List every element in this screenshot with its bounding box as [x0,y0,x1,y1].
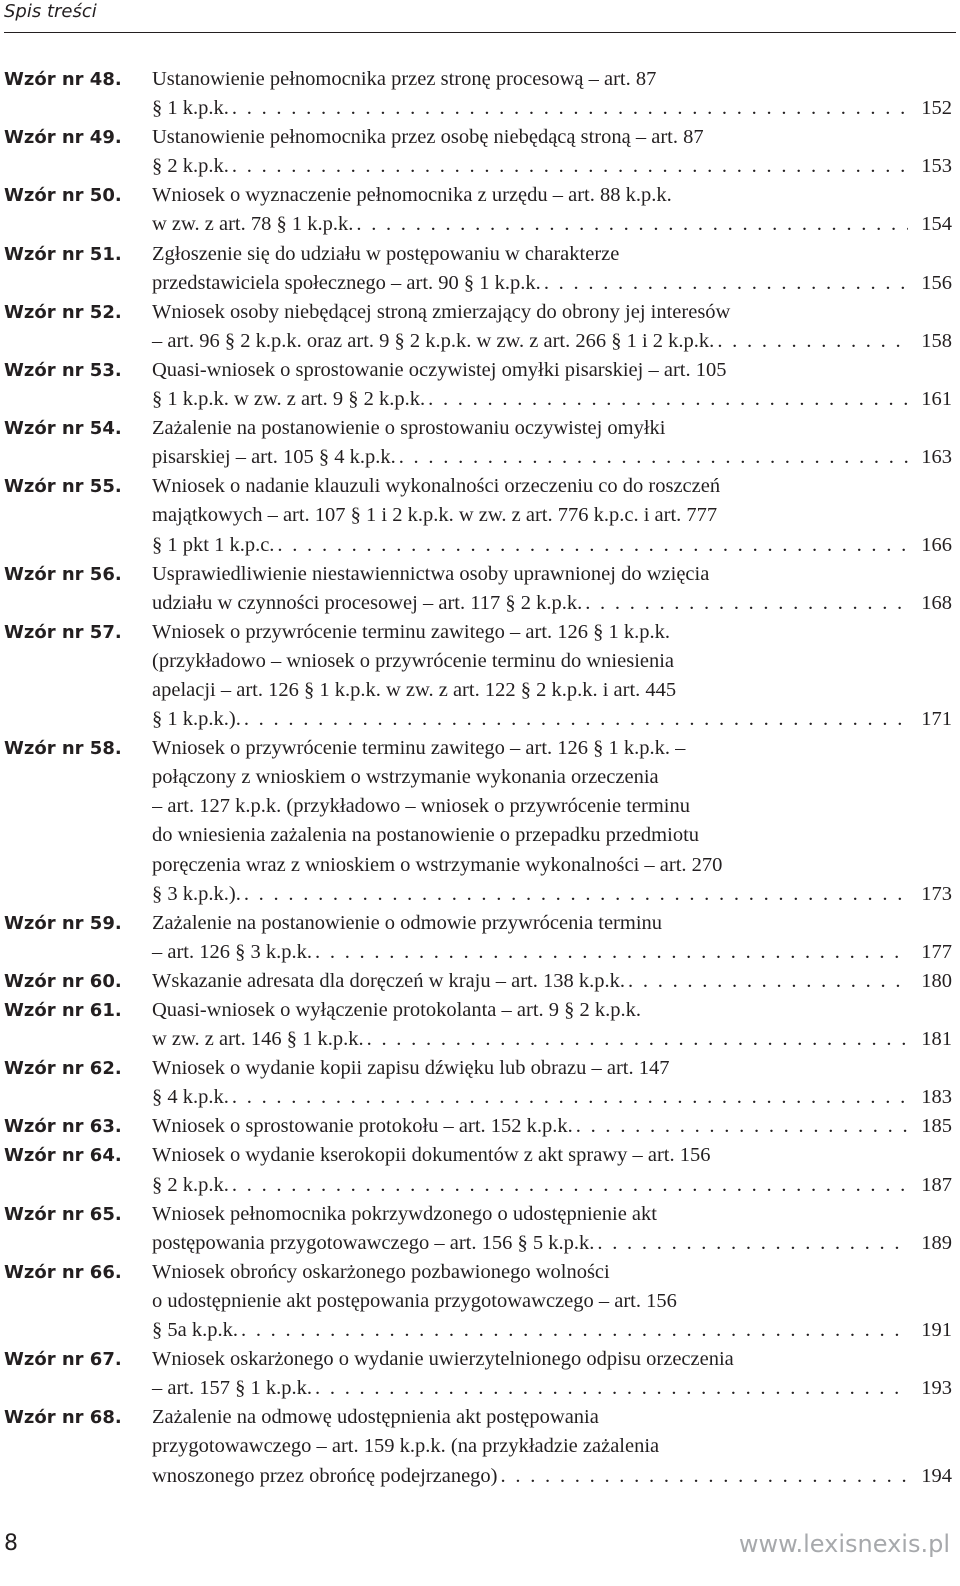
toc-entry-title [152,298,952,356]
toc-entry-title-line: apelacji – art. 126 § 1 k.p.k. w zw. z art. 122 § 2 k.p.k. i art. 445 [152,678,677,701]
toc-entry-last-line [152,1025,952,1054]
toc-entry-title-line: Zażalenie na postanowienie o odmowie przywrócenia terminu [152,911,663,934]
toc-entry-title-line: postępowania przygotowawczego – art. 156 § 5 k.p.k. [152,1231,595,1254]
toc-entry-title-line: Wniosek pełnomocnika pokrzywdzonego o udostępnienie akt [152,1202,657,1225]
running-header-title: Spis treści [4,1,97,22]
toc-entry-page-number: 194 [921,1464,952,1487]
toc-entry-title-line: poręczenia wraz z wnioskiem o wstrzymanie wykonalności – art. 270 [152,853,723,876]
toc-entry-last-line [152,94,952,123]
toc-entry-title-line: § 1 pkt 1 k.p.c. [152,533,275,556]
toc-entry[interactable] [0,65,952,123]
toc-entry-label: Wzór nr 50. [4,185,122,207]
toc-entry-title-line: Wniosek o wyznaczenie pełnomocnika z urzędu – art. 88 k.p.k. [152,184,672,207]
toc-entry-title-line: majątkowych – art. 107 § 1 i 2 k.p.k. w zw. z art. 776 k.p.c. i art. 777 [152,504,718,527]
toc-entry-page-number: 163 [921,446,952,469]
toc-entry-label: Wzór nr 62. [4,1058,122,1080]
toc-entry-last-line [152,880,952,909]
dot-leader [582,589,908,618]
toc-entry-page-number: 154 [921,213,952,236]
toc-entry-title-line: Quasi-wniosek o sprostowanie oczywistej omyłki pisarskiej – art. 105 [152,358,727,381]
toc-entry[interactable] [0,1403,952,1490]
toc-entry[interactable] [0,909,952,967]
toc-entry-title-line: pisarskiej – art. 105 § 4 k.p.k. [152,446,396,469]
toc-entry-page-number: 183 [921,1086,952,1109]
toc-entry-last-line [152,1229,952,1258]
toc-entry-last-line [152,1112,952,1141]
toc-entry-label: Wzór nr 68. [4,1407,122,1429]
toc-entry-page-number: 153 [921,155,952,178]
dot-leader [573,1112,908,1141]
toc-entry[interactable] [0,298,952,356]
toc-entry-title [152,909,952,967]
toc-entry-title-line: w zw. z art. 78 § 1 k.p.k. [152,213,354,236]
toc-entry-last-line [152,1462,952,1491]
toc-entry-title-line: § 3 k.p.k.). [152,882,241,905]
dot-leader [541,269,908,298]
toc-entry-label: Wzór nr 60. [4,970,122,992]
table-of-contents [0,65,952,1491]
toc-entry-label: Wzór nr 53. [4,359,122,381]
dot-leader [425,385,908,414]
dot-leader [594,1229,908,1258]
toc-entry-title-line: Ustanowienie pełnomocnika przez stronę procesową – art. 87 [152,68,657,90]
dot-leader [498,1462,909,1491]
toc-entry-label: Wzór nr 66. [4,1261,122,1283]
toc-entry-title-line: § 1 k.p.k. [152,97,229,120]
dot-leader [714,327,908,356]
dot-leader [229,1171,908,1200]
toc-entry-title [152,414,952,472]
toc-entry[interactable] [0,356,952,414]
toc-entry-title-line: przygotowawczego – art. 159 k.p.k. (na przykładzie zażalenia [152,1435,660,1458]
toc-entry-page-number: 180 [921,969,952,992]
toc-entry-label: Wzór nr 64. [4,1145,122,1167]
toc-entry[interactable] [0,1200,952,1258]
toc-entry-label: Wzór nr 52. [4,301,122,323]
toc-entry-page-number: 166 [921,533,952,556]
toc-entry-title-line: Wskazanie adresata dla doręczeń w kraju – art. 138 k.p.k. [152,969,626,992]
toc-entry-title [152,618,952,734]
toc-entry-page-number: 191 [921,1319,952,1342]
toc-entry-last-line [152,938,952,967]
footer-website: www.lexisnexis.pl [738,1530,950,1558]
toc-entry-title-line: Wniosek o wydanie kopii zapisu dźwięku lub obrazu – art. 147 [152,1057,670,1080]
toc-entry-title [152,967,952,996]
toc-entry-label: Wzór nr 56. [4,563,122,585]
toc-entry-title-line: § 2 k.p.k. [152,1173,229,1196]
toc-entry-last-line [152,269,952,298]
toc-entry-title-line: Zażalenie na odmowę udostępnienia akt postępowania [152,1406,599,1429]
dot-leader [229,152,908,181]
toc-entry-last-line [152,152,952,181]
toc-entry-label: Wzór nr 59. [4,912,122,934]
toc-entry-title-line: Ustanowienie pełnomocnika przez osobę niebędącą stroną – art. 87 [152,126,704,149]
toc-entry-title-line: do wniesienia zażalenia na postanowienie o przepadku przedmiotu [152,824,700,847]
toc-entry-last-line [152,967,952,996]
toc-entry[interactable] [0,240,952,298]
running-header [4,0,956,33]
toc-entry-page-number: 156 [921,271,952,294]
toc-entry-label: Wzór nr 49. [4,127,122,149]
toc-entry-label: Wzór nr 65. [4,1203,122,1225]
toc-entry-title-line: Wniosek o przywrócenie terminu zawitego – art. 126 § 1 k.p.k. [152,620,671,643]
toc-entry-title-line: – art. 127 k.p.k. (przykładowo – wniosek o przywrócenie terminu [152,795,690,818]
toc-entry-page-number: 168 [921,591,952,614]
toc-entry[interactable] [0,1112,952,1141]
toc-entry-title-line: Zgłoszenie się do udziału w postępowaniu w charakterze [152,242,620,265]
toc-entry-label: Wzór nr 51. [4,243,122,265]
toc-entry-title [152,1112,952,1141]
toc-entry-title-line: § 4 k.p.k. [152,1086,229,1109]
footer-page-number: 8 [4,1531,18,1556]
dot-leader [229,1083,908,1112]
toc-entry-label: Wzór nr 63. [4,1116,122,1138]
toc-entry-title [152,1403,952,1490]
toc-entry-title [152,356,952,414]
toc-entry[interactable] [0,414,952,472]
toc-entry-title [152,181,952,239]
toc-entry-last-line [152,1316,952,1345]
dot-leader [353,210,908,239]
toc-entry-title [152,1345,952,1403]
toc-entry-title-line: – art. 96 § 2 k.p.k. oraz art. 9 § 2 k.p.k. w zw. z art. 266 § 1 i 2 k.p.k. [152,329,715,352]
toc-entry[interactable] [0,1258,952,1345]
dot-leader [241,880,908,909]
toc-entry-title-line: Usprawiedliwienie niestawiennictwa osoby uprawnionej do wzięcia [152,562,710,585]
toc-entry-title-line: § 1 k.p.k.). [152,708,241,731]
toc-entry-last-line [152,589,952,618]
toc-entry-title-line: – art. 126 § 3 k.p.k. [152,940,312,963]
toc-entry-title-line: wnoszonego przez obrońcę podejrzanego) [152,1464,498,1487]
toc-entry-page-number: 161 [921,388,952,411]
toc-entry-label: Wzór nr 67. [4,1349,122,1371]
toc-entry-title-line: § 1 k.p.k. w zw. z art. 9 § 2 k.p.k. [152,388,426,411]
toc-entry-title-line: Wniosek obrońcy oskarżonego pozbawionego wolności [152,1260,610,1283]
toc-entry-page-number: 193 [921,1377,952,1400]
toc-entry-page-number: 187 [921,1173,952,1196]
toc-entry-title-line: połączony z wnioskiem o wstrzymanie wykonania orzeczenia [152,766,659,789]
toc-entry-title-line: Wniosek oskarżonego o wydanie uwierzytelnionego odpisu orzeczenia [152,1348,734,1371]
dot-leader [396,443,908,472]
toc-entry[interactable] [0,618,952,734]
toc-entry-title-line: udziału w czynności procesowej – art. 117 § 2 k.p.k. [152,591,583,614]
toc-entry-title-line: o udostępnienie akt postępowania przygotowawczego – art. 156 [152,1289,677,1312]
toc-entry[interactable] [0,472,952,559]
dot-leader [312,1374,908,1403]
toc-entry-title [152,1258,952,1345]
toc-entry-last-line [152,705,952,734]
toc-entry-last-line [152,385,952,414]
toc-entry-label: Wzór nr 55. [4,476,122,498]
toc-entry-last-line [152,531,952,560]
toc-entry-title-line: przedstawiciela społecznego – art. 90 § 1 k.p.k. [152,271,541,294]
dot-leader [238,1316,908,1345]
toc-entry-page-number: 185 [921,1115,952,1138]
toc-entry-title-line: Wniosek o nadanie klauzuli wykonalności orzeczeniu co do roszczeń [152,475,721,498]
toc-entry-title-line: Wniosek o wydanie kserokopii dokumentów z akt sprawy – art. 156 [152,1144,711,1167]
toc-entry-title [152,1200,952,1258]
toc-entry-title-line: Wniosek o przywrócenie terminu zawitego – art. 126 § 1 k.p.k. – [152,737,686,760]
dot-leader [312,938,908,967]
toc-entry-last-line [152,210,952,239]
toc-entry-page-number: 158 [921,329,952,352]
toc-entry[interactable] [0,996,952,1054]
toc-entry-label: Wzór nr 61. [4,1000,122,1021]
toc-entry-title [152,65,952,123]
toc-entry-title [152,240,952,298]
dot-leader [274,531,908,560]
toc-entry-last-line [152,327,952,356]
toc-entry-page-number: 189 [921,1231,952,1254]
toc-entry[interactable] [0,123,952,181]
toc-entry-page-number: 173 [921,882,952,905]
toc-entry-title [152,1054,952,1112]
toc-entry-title-line: Zażalenie na postanowienie o sprostowaniu oczywistej omyłki [152,417,666,440]
toc-entry-title-line: (przykładowo – wniosek o przywrócenie terminu do wniesienia [152,649,675,672]
toc-entry-label: Wzór nr 58. [4,738,122,760]
toc-entry[interactable] [0,1345,952,1403]
toc-entry-title-line: § 2 k.p.k. [152,155,229,178]
toc-entry[interactable] [0,734,952,909]
toc-entry-title [152,996,952,1054]
dot-leader [241,705,908,734]
toc-entry-title [152,472,952,559]
toc-entry-title-line: w zw. z art. 146 § 1 k.p.k. [152,1028,364,1051]
toc-entry-title-line: Wniosek o sprostowanie protokołu – art. 152 k.p.k. [152,1115,573,1138]
toc-entry-title-line: Quasi-wniosek o wyłączenie protokolanta – art. 9 § 2 k.p.k. [152,999,642,1021]
toc-entry-last-line [152,1171,952,1200]
toc-entry-title [152,560,952,618]
toc-entry-label: Wzór nr 54. [4,418,122,440]
toc-entry-page-number: 177 [921,940,952,963]
toc-entry-title [152,1141,952,1199]
toc-entry[interactable] [0,967,952,996]
toc-entry-page-number: 181 [921,1028,952,1051]
dot-leader [364,1025,908,1054]
toc-entry-label: Wzór nr 48. [4,69,122,90]
dot-leader [625,967,908,996]
toc-entry[interactable] [0,1054,952,1112]
toc-entry[interactable] [0,181,952,239]
toc-entry-title [152,734,952,909]
toc-entry-last-line [152,443,952,472]
toc-entry-title-line: § 5a k.p.k. [152,1319,238,1342]
toc-entry-page-number: 171 [921,708,952,731]
toc-entry-page-number: 152 [921,97,952,120]
toc-entry-title-line: – art. 157 § 1 k.p.k. [152,1377,312,1400]
toc-entry-last-line [152,1374,952,1403]
dot-leader [229,94,908,123]
toc-entry-title [152,123,952,181]
toc-entry[interactable] [0,1141,952,1199]
toc-entry-title-line: Wniosek osoby niebędącej stroną zmierzający do obrony jej interesów [152,300,731,323]
toc-entry-label: Wzór nr 57. [4,621,122,643]
toc-entry-last-line [152,1083,952,1112]
toc-entry[interactable] [0,560,952,618]
